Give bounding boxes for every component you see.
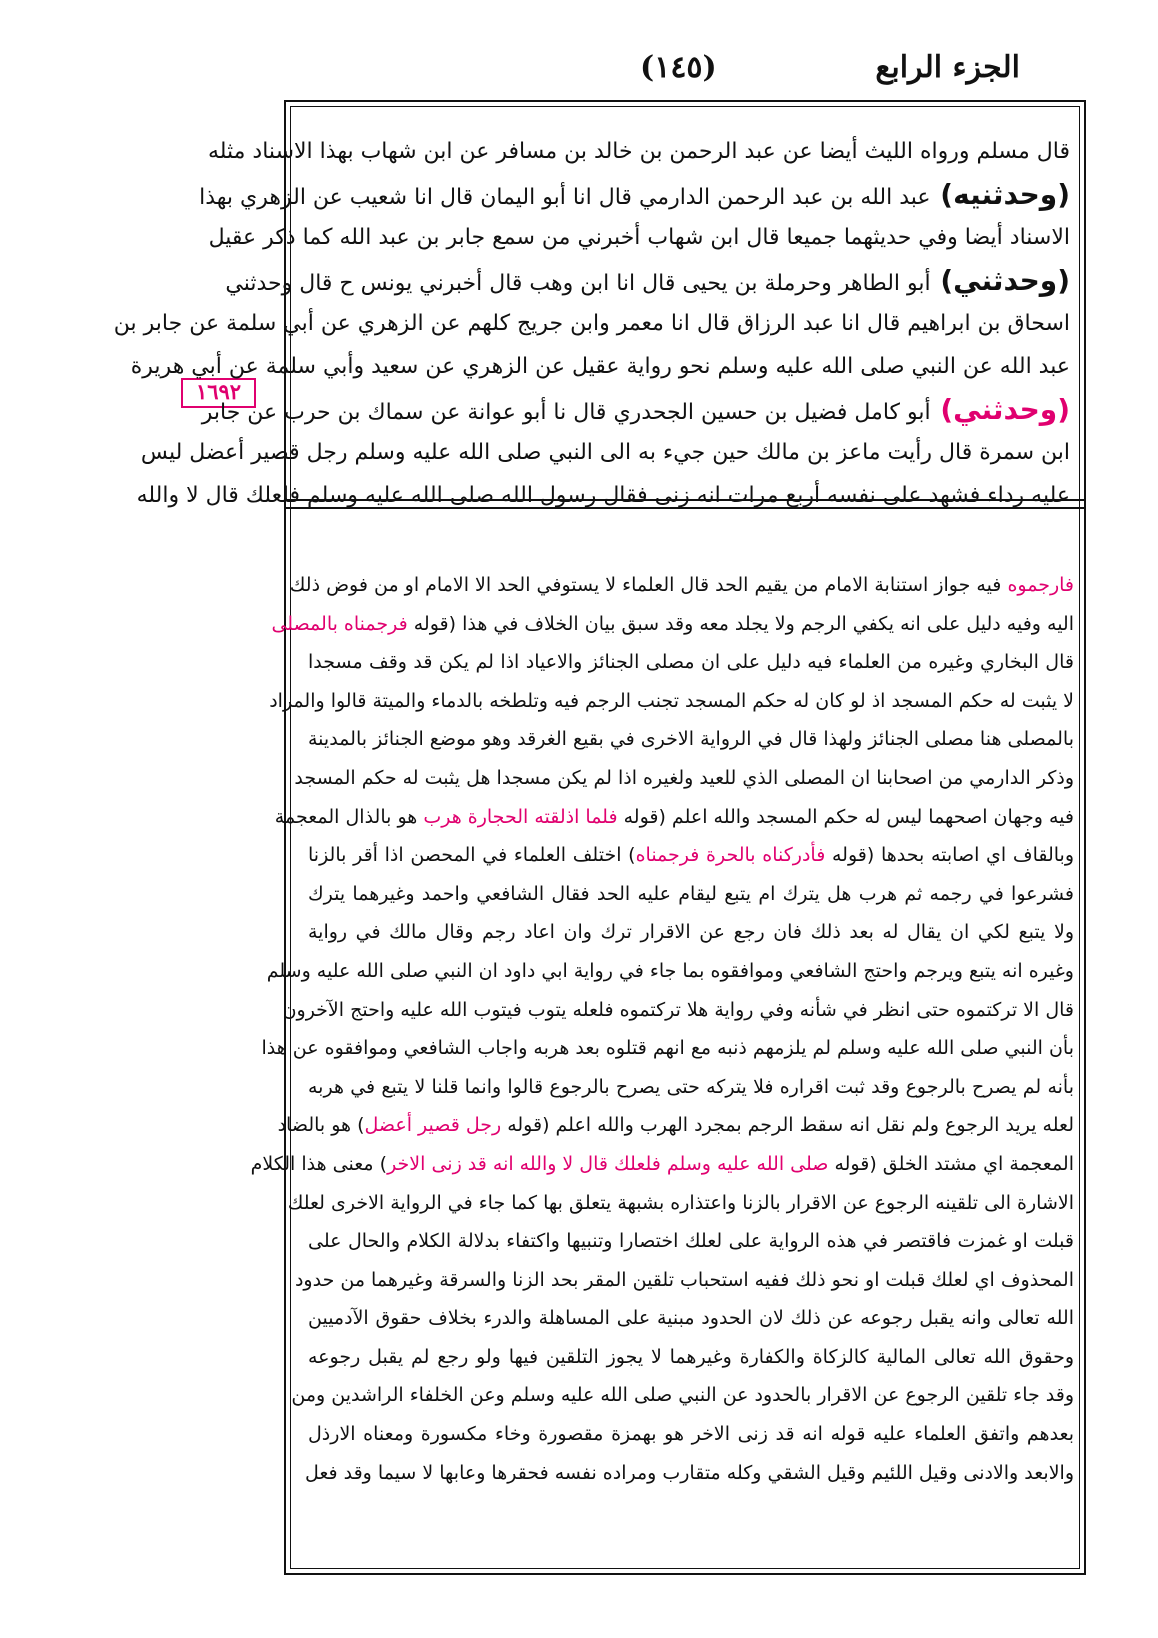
text-segment: الله تعالى وانه يقبل رجوعه عن ذلك لان الحدود مبنية على المساهلة والدرء بخلاف حقوق الآدميين — [308, 1307, 1074, 1330]
text-segment: ) هو بالضاد — [277, 1114, 365, 1137]
commentary-line — [308, 836, 1074, 875]
text-segment: ) اختلف العلماء في المحصن اذا أقر بالزنا — [308, 844, 636, 867]
text-segment: الاشارة الى تلقينه الرجوع عن الاقرار بالزنا واعتذاره بشبهة يتعلق بها كما جاء في الرواية الاخرى لعلك — [287, 1191, 1074, 1214]
text-segment: بعدهم واتفق العلماء عليه قوله انه قد زنى الاخر هو بهمزة مقصورة وخاء مكسورة ومعناه الارذل — [308, 1423, 1074, 1446]
hadith-line — [199, 173, 1070, 216]
commentary-line — [294, 1261, 1074, 1300]
text-segment: المعجمة اي مشتد الخلق (قوله — [828, 1152, 1074, 1175]
text-segment: عبد الله بن عبد الرحمن الدارمي قال انا أبو اليمان قال انا شعيب عن الزهري بهذا — [199, 185, 931, 210]
commentary-line — [287, 1184, 1074, 1223]
commentary-line — [289, 566, 1074, 605]
text-segment: لا يثبت له حكم المسجد اذ لو كان له حكم المسجد تجنب الرجم فيه وتلطخه بالدماء والميتة قالوا والمراد — [269, 689, 1074, 712]
commentary-line — [250, 1145, 1074, 1184]
commentary-line — [308, 875, 1074, 914]
hadith-line — [208, 216, 1070, 259]
commentary-line — [282, 991, 1074, 1030]
text-segment: قال الا تركتموه حتى انظر في شأنه وفي رواية هلا تركتموه فلعله يتوب فيتوب الله عليه واحتج الآخرون — [282, 998, 1074, 1021]
commentary-line — [308, 1222, 1074, 1261]
commentary-line — [308, 1338, 1074, 1377]
commentary-line — [304, 1454, 1074, 1493]
hadith-line — [207, 130, 1070, 173]
text-segment: فيه وجهان اصحهما ليس له حكم المسجد والله اعلم (قوله — [617, 805, 1074, 828]
commentary-line — [308, 643, 1074, 682]
commentary-line — [294, 759, 1074, 798]
commentary-line — [266, 952, 1074, 991]
commentary-line — [308, 720, 1074, 759]
text-segment: اليه وفيه دليل على انه يكفي الرجم ولا يجلد معه وقد سبق بيان الخلاف في هذا (قوله — [407, 612, 1074, 635]
text-segment: أبو كامل فضيل بن حسين الجحدري قال نا أبو عوانة عن سماك بن حرب عن جابر — [201, 400, 931, 425]
text-segment: هو بالذال المعجمة — [274, 805, 424, 828]
text-segment: ) معنى هذا الكلام — [250, 1152, 388, 1175]
commentary-line — [308, 1299, 1074, 1338]
commentary-text-block — [250, 566, 1075, 1561]
hadith-number-badge: ١٦٩٢ — [181, 378, 256, 408]
hadith-line — [225, 259, 1070, 302]
text-segment: (وحدثنيه) — [930, 178, 1070, 211]
text-segment: وذكر الدارمي من اصحابنا ان المصلى الذي للعيد ولغيره اذا لم يكن مسجدا هل يثبت له حكم المسجد — [294, 766, 1074, 789]
text-segment: بأنه لم يصرح بالرجوع وقد ثبت اقراره فلا يتركه حتى يصرح بالرجوع قالوا وانما قلنا لا يتبع في هربه — [308, 1075, 1074, 1098]
text-segment: أبو الطاهر وحرملة بن يحيى قال انا ابن وهب قال أخبرني يونس ح قال وحدثني — [225, 271, 931, 296]
text-segment: اسحاق بن ابراهيم قال انا عبد الرزاق قال انا معمر وابن جريج كلهم عن الزهري عن أبي سلمة عن جابر بن — [113, 311, 1070, 336]
text-segment: المحذوف اي لعلك قبلت او نحو ذلك ففيه استحباب تلقين المقر بحد الزنا والسرقة وغيرهما من حدود — [294, 1268, 1074, 1291]
hadith-line — [113, 302, 1070, 345]
text-segment: عليه رداء فشهد على نفسه أربع مرات انه زنى فقال رسول الله صلى الله عليه وسلم فلعلك قال لا والله — [136, 483, 1070, 508]
page-number: (١٤٥) — [640, 50, 717, 85]
commentary-line — [308, 913, 1074, 952]
text-segment: عبد الله عن النبي صلى الله عليه وسلم نحو رواية عقيل عن الزهري عن سعيد وأبي سلمة عن أبي هريرة — [130, 354, 1070, 379]
hadith-line — [130, 345, 1070, 388]
commentary-line — [269, 682, 1074, 721]
text-segment: (وحدثني) — [930, 264, 1070, 297]
highlighted-phrase: فارجموه — [1001, 574, 1074, 596]
hadith-line — [136, 474, 1070, 517]
text-segment: قال مسلم ورواه الليث أيضا عن عبد الرحمن بن خالد بن مسافر عن ابن شهاب بهذا الاسناد مثله — [207, 139, 1070, 164]
highlighted-phrase: صلى الله عليه وسلم فلعلك قال لا والله انه قد زنى الاخر — [387, 1152, 829, 1175]
part-title: الجزء الرابع — [875, 50, 1020, 85]
commentary-line — [308, 1068, 1074, 1107]
text-segment: قال البخاري وغيره من العلماء فيه دليل على ان مصلى الجنائز والاعياد اذا لم يكن قد وقف مسجدا — [308, 651, 1074, 674]
text-segment: وحقوق الله تعالى المالية كالزكاة والكفارة وغيرهما لا يجوز التلقين فيها ولو رجع لم يقبل رجوعه — [308, 1345, 1074, 1368]
text-segment: والابعد والادنى وقيل اللئيم وقيل الشقي وكله متقارب ومراده نفسه فحقرها وعابها لا سيما وقد فعل — [304, 1461, 1074, 1484]
text-segment: بالمصلى هنا مصلى الجنائز ولهذا قال في الرواية الاخرى في بقيع الغرقد وهو موضع الجنائز بالمدينة — [308, 728, 1074, 751]
highlighted-phrase: فرجمناه بالمصلى — [271, 612, 408, 635]
highlighted-phrase: فلما اذلقته الحجارة هرب — [423, 805, 618, 828]
commentary-line — [291, 1376, 1074, 1415]
text-segment: وغيره انه يتبع ويرجم واحتج الشافعي وموافقوه بما جاء في رواية ابي داود ان النبي صلى الله عليه وسلم — [266, 959, 1074, 982]
text-segment: الاسناد أيضا وفي حديثهما جميعا قال ابن شهاب أخبرني من سمع جابر بن عبد الله كما ذكر عقيل — [208, 225, 1070, 250]
commentary-line — [277, 1106, 1074, 1145]
text-segment: فشرعوا في رجمه ثم هرب هل يترك ام يتبع ليقام عليه الحد فقال الشافعي واحمد وغيرهما يترك — [308, 882, 1074, 905]
text-segment: وقد جاء تلقين الرجوع عن الاقرار بالحدود عن النبي صلى الله عليه وسلم وعن الخلفاء الراشدين ومن — [291, 1384, 1074, 1407]
hadith-line — [140, 431, 1070, 474]
running-head — [280, 50, 1080, 100]
text-segment: فيه جواز استنابة الامام من يقيم الحد قال العلماء لا يستوفي الحد الا الامام او من فوض ذلك — [289, 574, 1002, 596]
text-segment: لعله يريد الرجوع ولم نقل انه سقط الرجم بمجرد الهرب والله اعلم (قوله — [501, 1114, 1074, 1137]
highlighted-phrase: رجل قصير أعضل — [364, 1114, 502, 1137]
commentary-line — [261, 1029, 1074, 1068]
commentary-line — [308, 1415, 1074, 1454]
commentary-line — [274, 798, 1074, 837]
highlighted-phrase: (وحدثني) — [930, 393, 1070, 426]
text-segment: بأن النبي صلى الله عليه وسلم لم يلزمهم ذنبه مع انهم قتلوه بعد هربه واجاب الشافعي وموافقوه عن هذا — [261, 1037, 1074, 1060]
commentary-line — [271, 605, 1074, 644]
text-segment: ولا يتبع لكي ان يقال له بعد ذلك فان رجع عن الاقرار ترك وان اعاد رجم وقال مالك في رواية — [308, 921, 1074, 944]
text-segment: ابن سمرة قال رأيت ماعز بن مالك حين جيء به الى النبي صلى الله عليه وسلم رجل قصير أعضل ليس — [140, 440, 1070, 465]
text-segment: قبلت او غمزت فاقتصر في هذه الرواية على لعلك اختصارا وتنبيها واكتفاء بدلالة الكلام والحال على — [308, 1230, 1074, 1253]
highlighted-phrase: فأدركناه بالحرة فرجمناه — [635, 844, 826, 867]
text-segment: وبالقاف اي اصابته بحدها (قوله — [825, 844, 1075, 867]
